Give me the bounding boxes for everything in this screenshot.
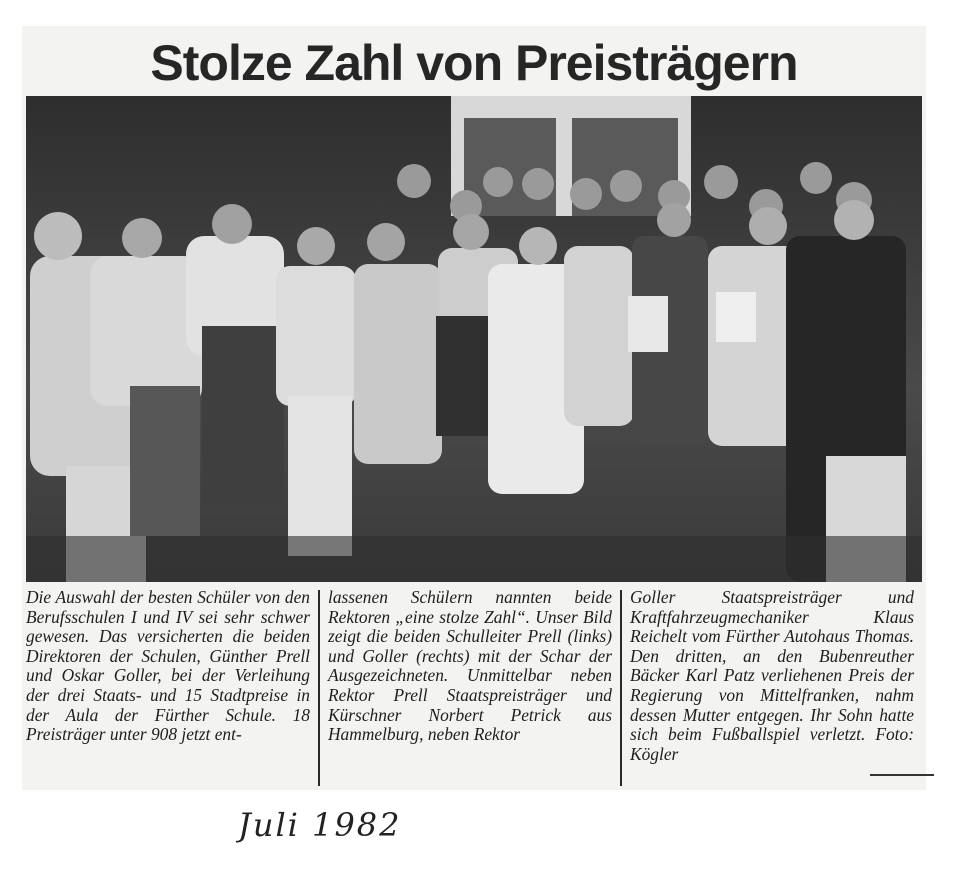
column-divider [620,590,622,786]
group-photo [26,96,922,582]
article-column-3 [630,588,914,764]
handwritten-date-text: Juli 1982 [238,806,402,844]
article-body [26,586,922,786]
handwritten-date-note [236,800,476,850]
article-column-2 [328,588,612,745]
article-column-3-text: Goller Staatspreisträger und Kraftfahrzeugmechaniker Klaus Reichelt vom Fürther Autohaus Thomas. Den dritten, an den Bubenreuther Bäcker Karl Patz verliehenen Preis der Regierung von Mittelfranken, nahm dessen Mutter entgegen. Ihr Sohn hatte sich beim Fußballspiel verletzt. Foto: Kögler [630,587,914,764]
column-divider [318,590,320,786]
article-column-2-text: lassenen Schülern nannten beide Rektoren „eine stolze Zahl“. Unser Bild zeigt die beiden Schulleiter Prell (links) und Goller (rechts) mit der Schar der Ausgezeichneten. Unmittelbar neben Rektor Prell Staatspreisträger und Kürschner Norbert Petrick aus Hammelburg, neben Rektor [328,587,612,745]
article-column-1 [26,588,310,745]
article-column-1-text: Die Auswahl der besten Schüler von den Berufsschulen I und IV sei sehr schwer gewesen. Das versicherten die beiden Direktoren der Schulen, Günther Prell und Oskar Goller, bei der Verleihung der drei Staats- und 15 Stadtpreise in der Aula der Fürther Schule. 18 Preisträger unter 908 jetzt ent- [26,587,310,745]
newspaper-clipping [22,26,926,790]
headline: Stolze Zahl von Preisträgern [150,35,798,91]
group-photo-illustration [26,96,922,582]
end-rule [870,774,934,776]
